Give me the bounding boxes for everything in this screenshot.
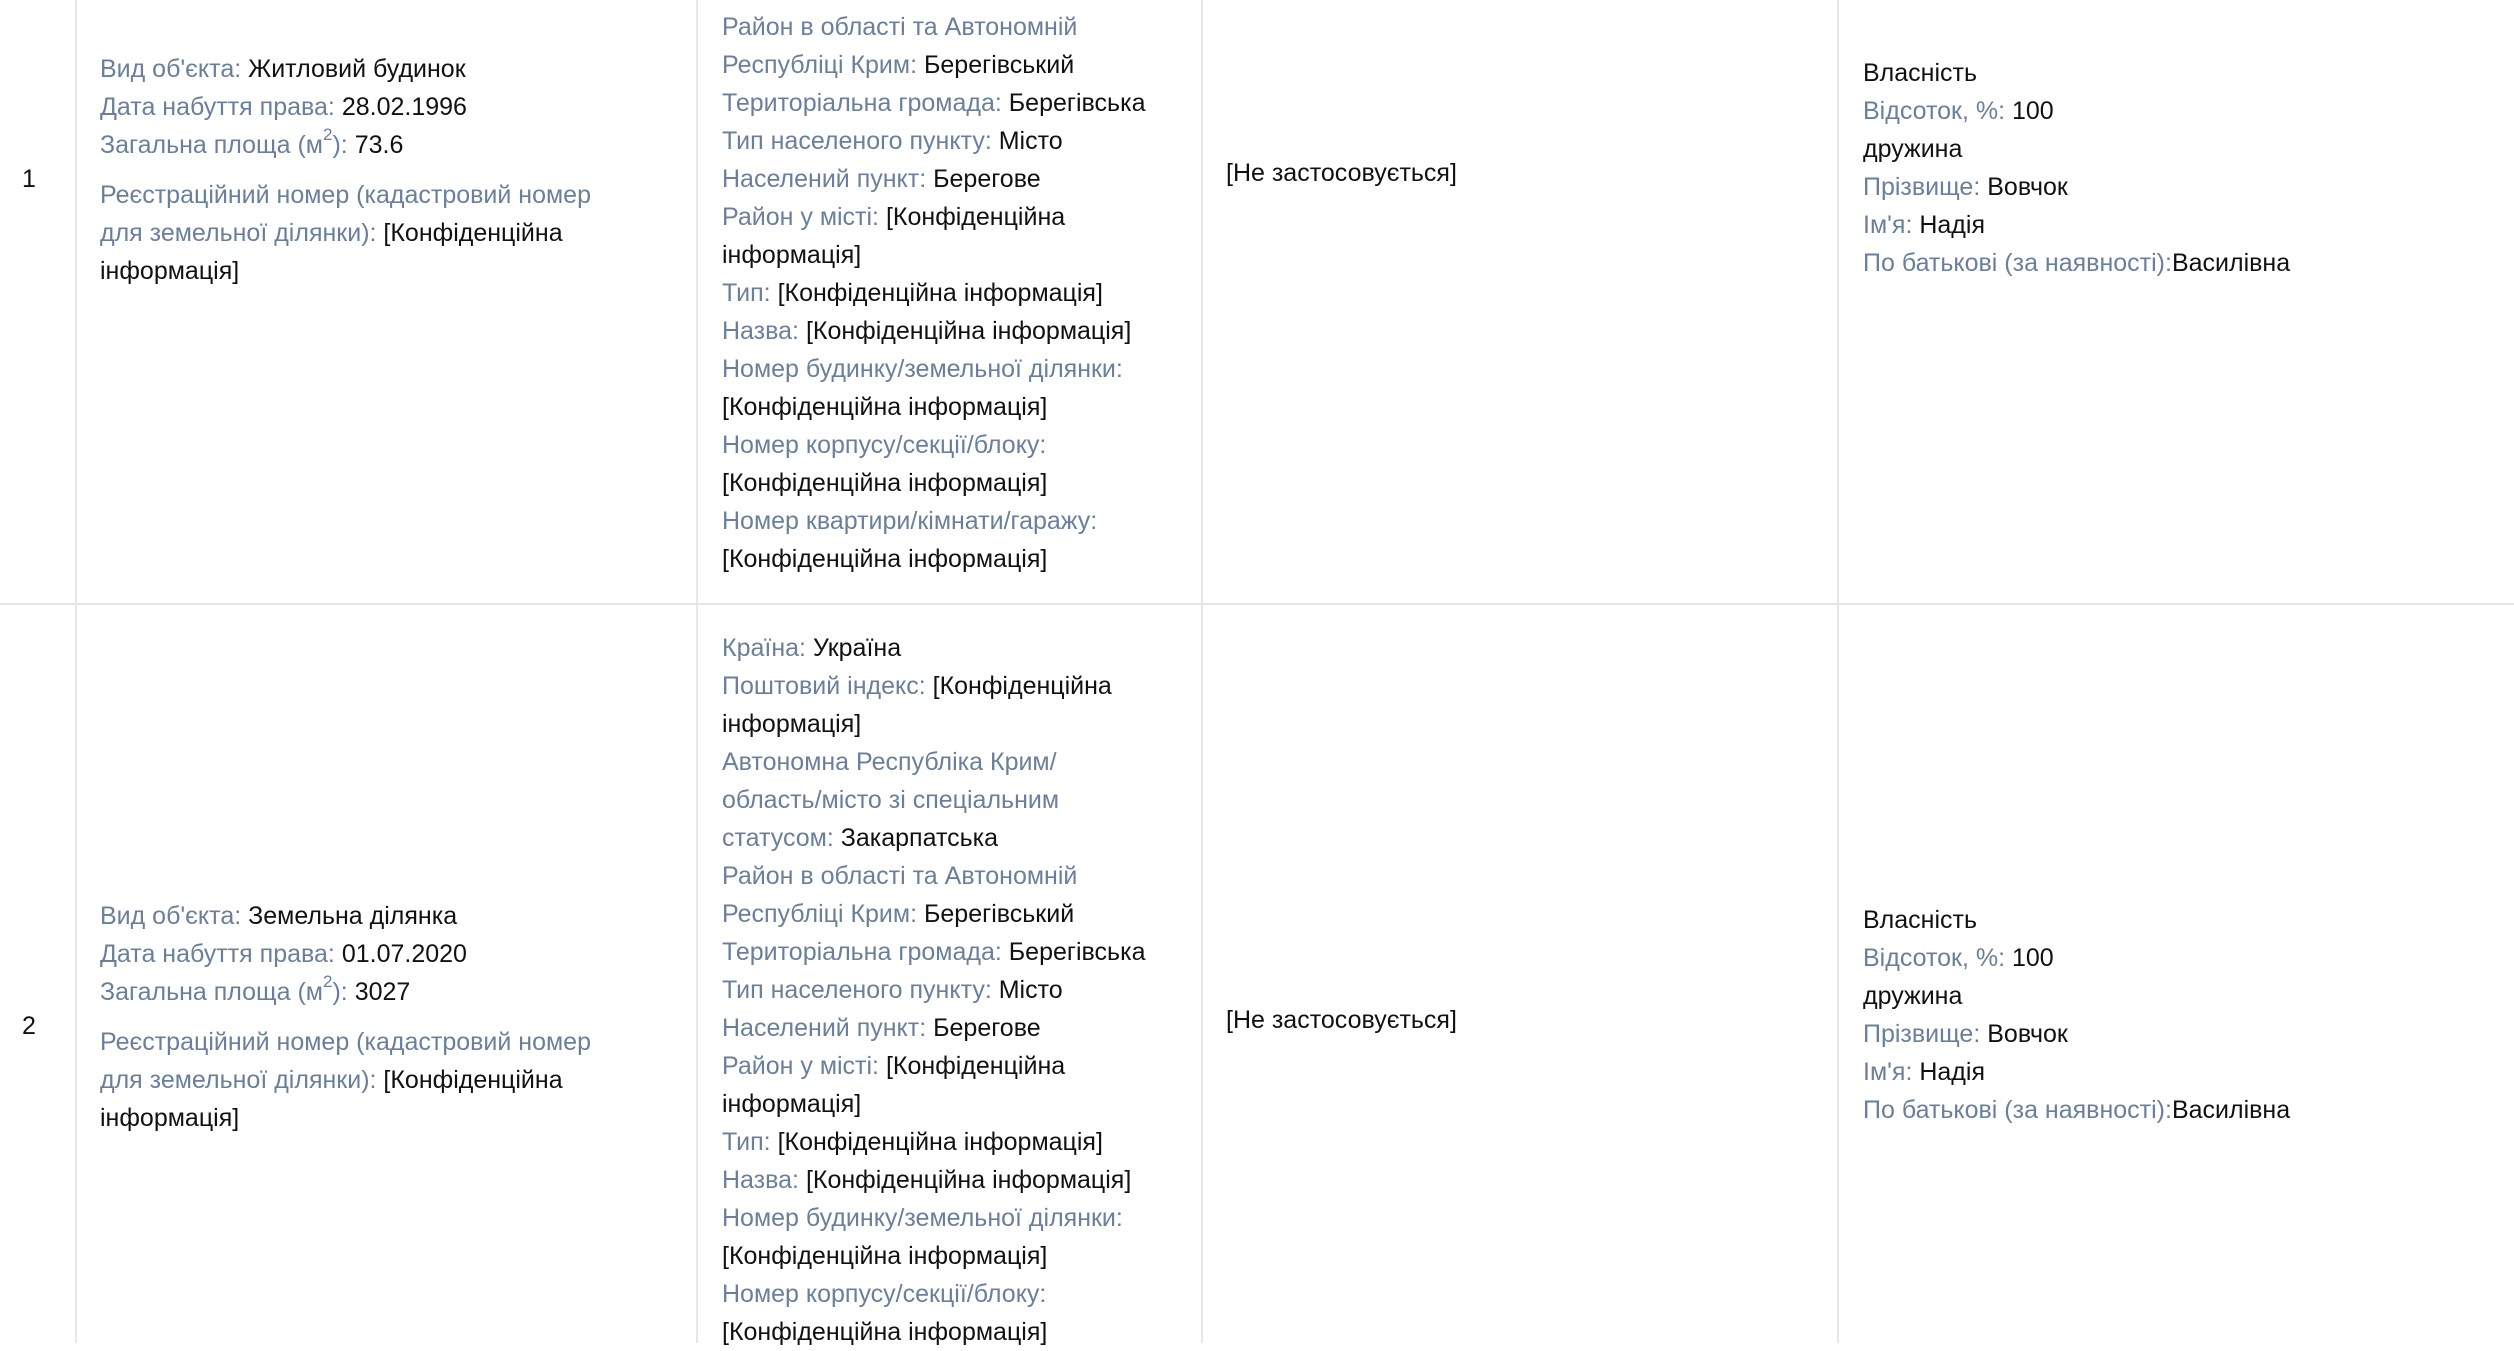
address-field-label: Район у місті: [722,1052,880,1080]
address-field-value: [Конфіденційна [885,1052,1066,1080]
address-line [722,1313,2494,1351]
address-field-label: Населений пункт: [722,165,927,193]
address-field-label: Номер будинку/земельної ділянки: [722,1204,1123,1232]
address-field-value: Україна [812,634,902,662]
ownership-type: Власність [1863,906,1978,934]
address-field-value: [Конфіденційна інформація] [722,1318,1048,1346]
address-field-value: [Конфіденційна [932,672,1112,700]
address-field-value: Берегівська [1008,938,1146,966]
address-line [722,502,2494,540]
row-number: 2 [22,1012,36,1040]
patronymic-label: По батькові (за наявності): [1863,249,2172,277]
share-label: Відсоток, %: [1863,944,2006,972]
registration-number-label-cont: для земельної ділянки): [100,1066,377,1094]
owner-cell [0,901,2514,1129]
registration-number-value: [Конфіденційна [383,219,563,247]
address-field-label: Номер корпусу/секції/блоку: [722,431,1047,459]
address-field-label: Тип: [722,279,771,307]
address-line [722,1275,2494,1313]
address-line [722,629,2494,667]
acquisition-date-value: 01.07.2020 [341,940,467,968]
address-field-label: Тип населеного пункту: [722,976,992,1004]
address-line [722,705,2494,743]
registration-number-value-cont: інформація] [100,257,240,285]
share-value: 100 [2011,944,2054,972]
surname-label: Прізвище: [1863,1020,1981,1048]
address-field-value: Місто [998,976,1063,1004]
address-field-label: Район у місті: [722,203,880,231]
address-field-value: Закарпатська [840,824,999,852]
table-row [0,605,2514,1346]
address-line [722,1237,2494,1275]
patronymic-value: Василівна [2171,249,2291,277]
address-line [722,1199,2494,1237]
address-field-value: Місто [998,127,1063,155]
registration-number-value-cont: інформація] [100,1104,240,1132]
address-field-label: Територіальна громада: [722,938,1002,966]
registration-number-label: Реєстраційний номер (кадастровий номер [100,181,591,209]
area-label: Загальна площа $(м^2)$: [100,124,348,159]
address-field-label: Назва: [722,1166,799,1194]
relation-value: дружина [1863,135,1963,163]
address-field-value: Берегове [933,165,1041,193]
address-field-value: [Конфіденційна інформація] [777,279,1103,307]
area-label: Загальна площа $(м^2)$: [100,971,348,1006]
cost-value: [Не застосовується] [1226,1006,1457,1034]
patronymic-label: По батькові (за наявності): [1863,1096,2172,1124]
address-field-label: Країна: [722,634,806,662]
address-line [722,426,2494,464]
address-field-value: [Конфіденційна інформація] [722,1242,1048,1270]
first-name-value: Надія [1919,1058,1985,1086]
object-type-value: Житловий будинок [248,55,466,83]
acquisition-date-value: 28.02.1996 [341,93,467,121]
address-field-value: [Конфіденційна інформація] [805,317,1132,345]
first-name-label: Ім'я: [1863,211,1913,239]
patronymic-value: Василівна [2171,1096,2291,1124]
object-type-label: Вид об'єкта: [100,902,242,930]
address-field-label: Район в області та Автономній [722,13,1078,41]
relation-value: дружина [1863,982,1963,1010]
ownership-type: Власність [1863,59,1978,87]
address-line [722,464,2494,502]
address-field-value: інформація] [722,241,862,269]
address-field-label: Поштовий індекс: [722,672,926,700]
row-number: 1 [22,165,36,193]
table-row [0,0,2514,603]
owner-cell [0,54,2514,282]
address-field-label: Територіальна громада: [722,89,1002,117]
address-line [722,857,2494,895]
address-line [722,743,2494,781]
registration-number-label: Реєстраційний номер (кадастровий номер [100,1028,591,1056]
address-field-label: статусом: [722,824,834,852]
share-value: 100 [2011,97,2054,125]
address-field-label: Номер квартири/кімнати/гаражу: [722,507,1098,535]
object-type-value: Земельна ділянка [248,902,458,930]
address-line [722,312,2494,350]
address-field-value: інформація] [722,1090,862,1118]
address-line [722,388,2494,426]
area-value: 73.6 [354,131,404,159]
registration-number-label-cont: для земельної ділянки): [100,219,377,247]
object-type-label: Вид об'єкта: [100,55,242,83]
acquisition-date-label: Дата набуття права: [100,940,335,968]
address-field-value: [Конфіденційна інформація] [722,545,1048,573]
address-field-label: Населений пункт: [722,1014,927,1042]
first-name-value: Надія [1919,211,1985,239]
area-value: 3027 [354,978,411,1006]
address-field-label: Республіці Крим: [722,51,918,79]
address-field-label: область/місто зі спеціальним [722,786,1060,814]
address-field-value: Берегівська [1008,89,1146,117]
address-line [722,819,2494,857]
address-field-value: Берегове [933,1014,1041,1042]
address-field-value: Берегівський [923,900,1075,928]
share-label: Відсоток, %: [1863,97,2006,125]
address-field-label: Республіці Крим: [722,900,918,928]
surname-label: Прізвище: [1863,173,1981,201]
address-field-value: [Конфіденційна інформація] [722,469,1048,497]
address-field-value: [Конфіденційна інформація] [722,393,1048,421]
address-field-value: [Конфіденційна інформація] [777,1128,1103,1156]
surname-value: Вовчок [1987,173,2068,201]
address-line [722,667,2494,705]
acquisition-date-label: Дата набуття права: [100,93,335,121]
address-field-label: Номер будинку/земельної ділянки: [722,355,1123,383]
address-field-label: Тип населеного пункту: [722,127,992,155]
address-field-label: Автономна Республіка Крим/ [722,748,1057,776]
cost-value: [Не застосовується] [1226,159,1457,187]
address-field-label: Назва: [722,317,799,345]
address-field-label: Номер корпусу/секції/блоку: [722,1280,1047,1308]
address-line [722,8,2494,46]
registration-number-value: [Конфіденційна [383,1066,563,1094]
surname-value: Вовчок [1987,1020,2068,1048]
address-field-value: [Конфіденційна інформація] [805,1166,1132,1194]
address-line [722,781,2494,819]
address-field-value: [Конфіденційна [885,203,1066,231]
first-name-label: Ім'я: [1863,1058,1913,1086]
address-field-label: Тип: [722,1128,771,1156]
address-line [722,350,2494,388]
address-field-label: Район в області та Автономній [722,862,1078,890]
address-line [722,1161,2494,1199]
address-field-value: Берегівський [923,51,1075,79]
address-field-value: інформація] [722,710,862,738]
address-line [722,540,2494,578]
